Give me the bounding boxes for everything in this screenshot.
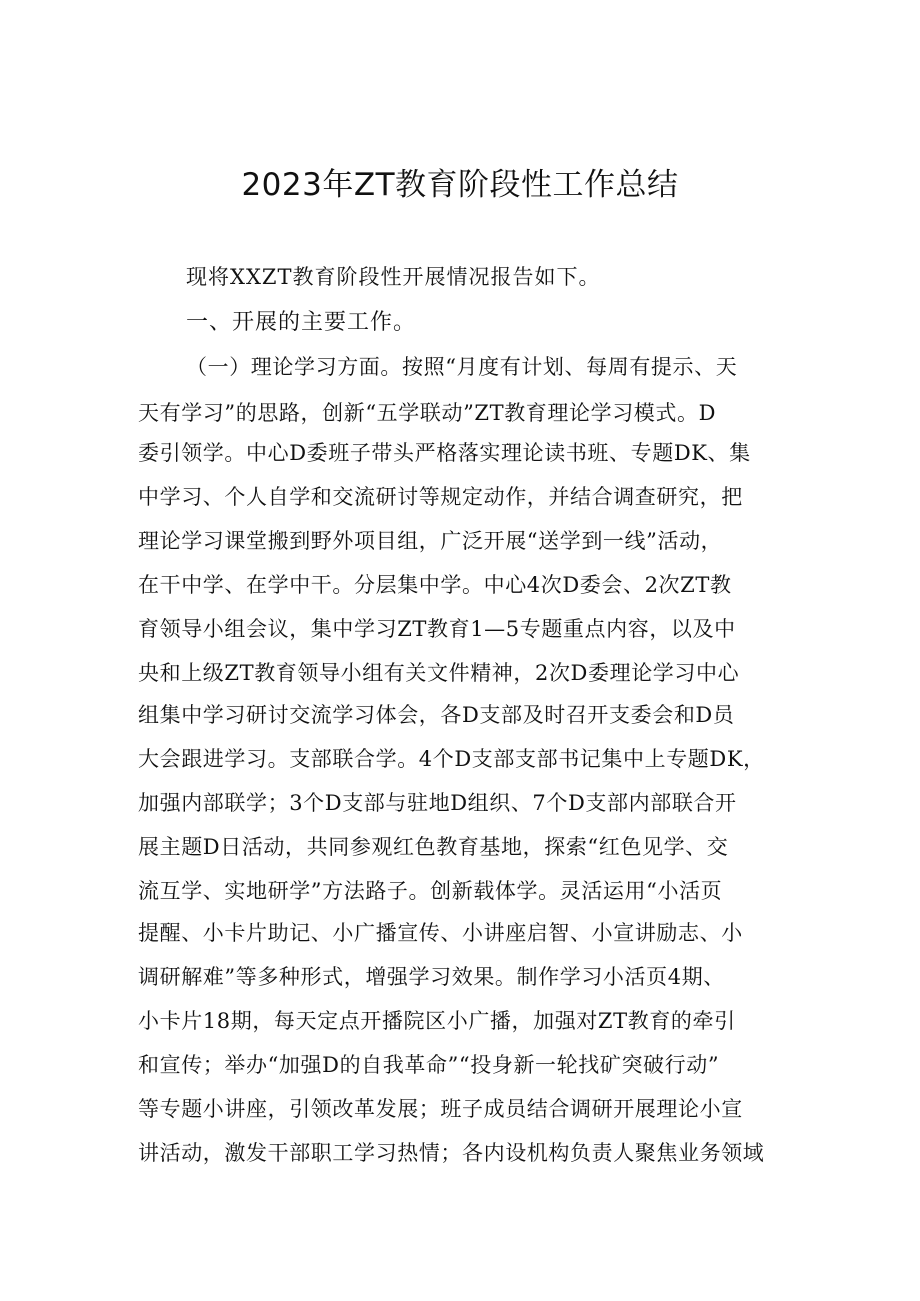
paragraph-line: 育领导小组会议，集中学习ZT教育1—5专题重点内容，以及中	[138, 617, 736, 641]
paragraph-line: 展主题D日活动，共同参观红色教育基地，探索“红色见学、交	[138, 835, 729, 859]
paragraph-line: 大会跟进学习。支部联合学。4个D支部支部书记集中上专题DK，	[138, 747, 765, 771]
paragraph-line: 在干中学、在学中干。分层集中学。中心4次D委会、2次ZT教	[138, 573, 732, 597]
paragraph-line: 加强内部联学；3个D支部与驻地D组织、7个D支部内部联合开	[138, 791, 737, 815]
paragraph-line: 央和上级ZT教育领导小组有关文件精神，2次D委理论学习中心	[138, 661, 740, 685]
intro-sentence: 现将XXZT教育阶段性开展情况报告如下。	[186, 265, 601, 289]
paragraph-line: 讲活动，激发干部职工学习热情；各内设机构负责人聚焦业务领域	[138, 1141, 765, 1165]
paragraph-line: 组集中学习研讨交流学习体会，各D支部及时召开支委会和D员	[138, 703, 735, 727]
paragraph-line: 等专题小讲座，引领改革发展；班子成员结合调研开展理论小宣	[138, 1097, 743, 1121]
paragraph-line: 中学习、个人自学和交流研讨等规定动作，并结合调查研究，把	[138, 485, 743, 509]
paragraph-line: 理论学习课堂搬到野外项目组，广泛开展“送学到一线”活动，	[138, 529, 723, 553]
document-title: 2023年ZT教育阶段性工作总结	[241, 167, 679, 203]
section-heading: 一、开展的主要工作。	[186, 310, 417, 335]
paragraph-line: 调研解难”等多种形式，增强学习效果。制作学习小活页4期、	[138, 965, 725, 989]
paragraph-line: 委引领学。中心D委班子带头严格落实理论读书班、专题DK、集	[138, 441, 751, 465]
paragraph-line: 和宣传；举办“加强D的自我革命”“投身新一轮找矿突破行动”	[138, 1053, 720, 1077]
paragraph-line: 提醒、小卡片助记、小广播宣传、小讲座启智、小宣讲励志、小	[138, 921, 743, 945]
paragraph-line: 小卡片18期，每天定点开播院区小广播，加强对ZT教育的牵引	[138, 1009, 736, 1033]
paragraph-line: 流互学、实地研学”方法路子。创新载体学。灵活运用“小活页	[138, 879, 723, 903]
paragraph-line: （一）理论学习方面。按照“月度有计划、每周有提示、天	[186, 355, 738, 379]
paragraph-line: 天有学习”的思路，创新“五学联动”ZT教育理论学习模式。D	[138, 401, 717, 425]
